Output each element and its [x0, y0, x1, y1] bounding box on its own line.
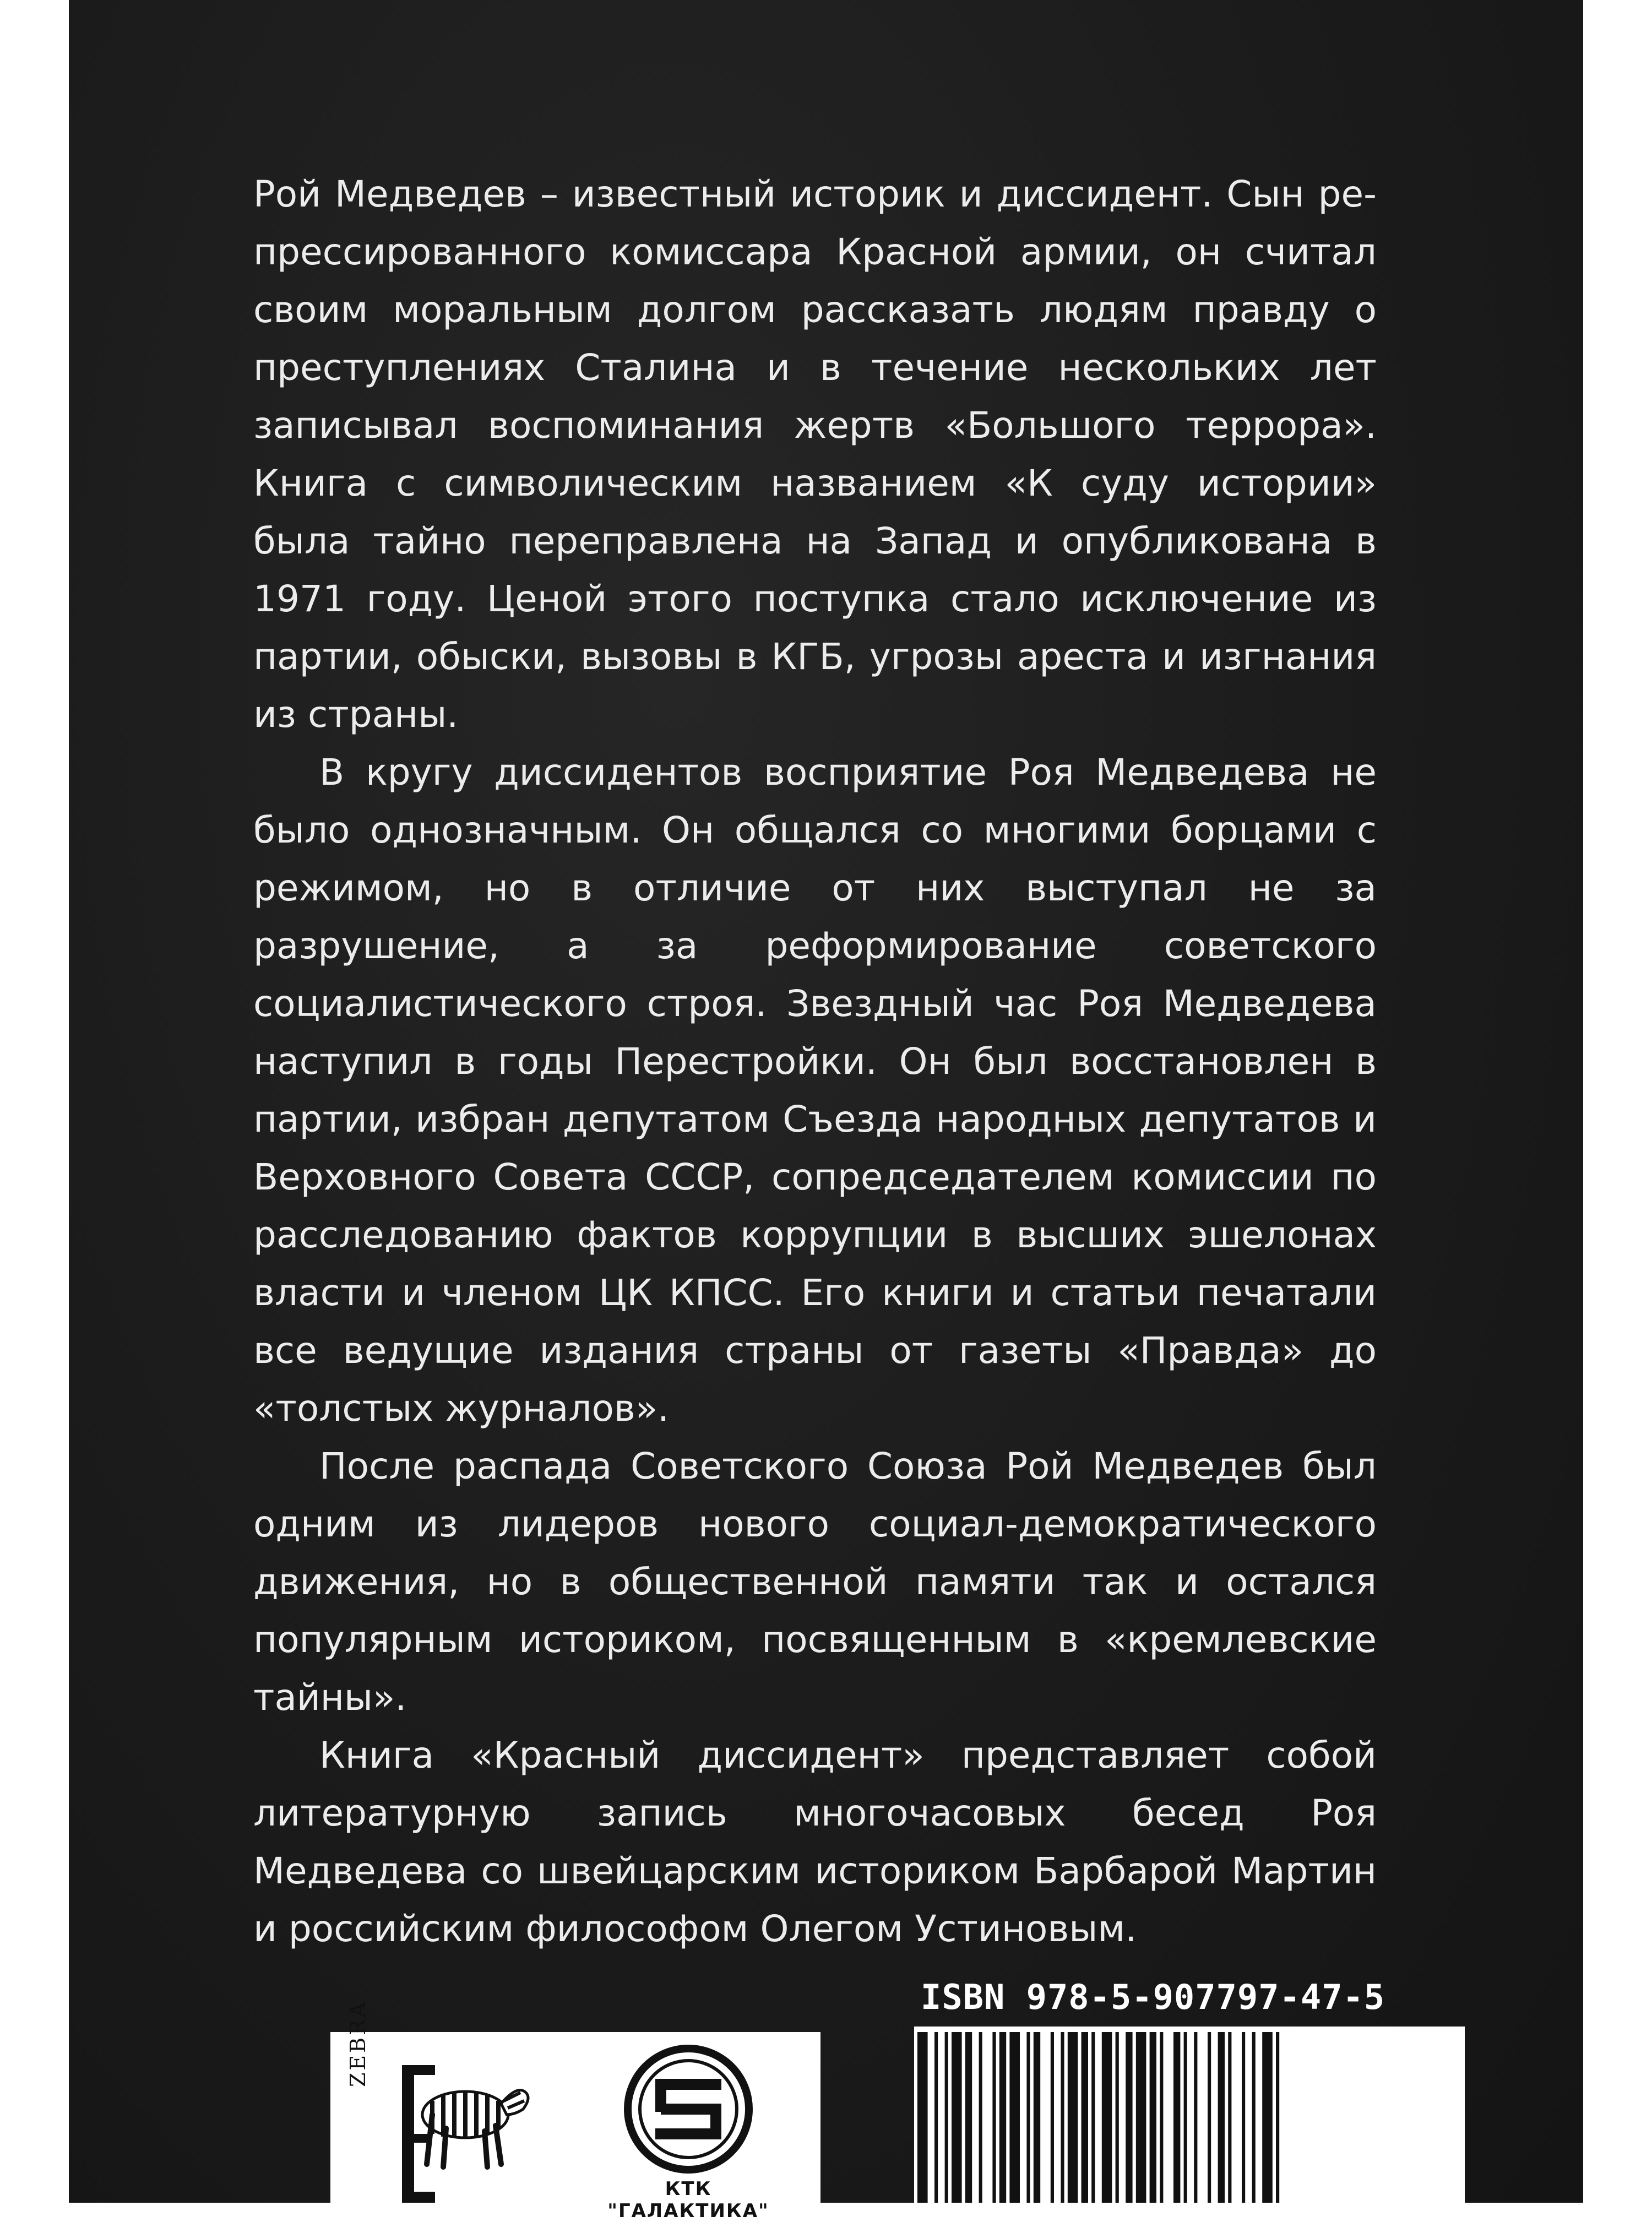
barcode-bar [952, 2032, 962, 2203]
barcode-bar [945, 2032, 948, 2203]
publisher-logos-art [330, 2032, 820, 2203]
barcode-bar [1136, 2032, 1146, 2203]
barcode-bar [999, 2032, 1006, 2203]
blurb-paragraph-2: В кругу диссидентов восприятие Роя Медведева не было однозначным. Он общался со многими борцами с режимом, но в отличие от них выступал не за разрушение, а за реформирование советского социалистического строя. Звездный час Роя Медведева наступил в годы Перестройки. Он был восстановлен в партии, избран депутатом Съезда народных депутатов и Верховного Совета СССР, сопредседателем комиссии по расследованию фактов коррупции в высших эшелонах власти и членом ЦК КПСС. Его книги и статьи печатали все ведущие издания страны от газеты «Правда» до «толстых журналов». [253, 751, 1377, 1430]
barcode-bar [1276, 2032, 1279, 2203]
barcode-bar [1116, 2032, 1119, 2203]
zebra-logo-icon [402, 2065, 528, 2203]
barcode-bars [914, 2027, 1465, 2203]
barcode-bar [1126, 2032, 1132, 2203]
barcode-bar [1194, 2032, 1197, 2203]
barcode-bar [934, 2032, 938, 2203]
galaktika-logo-icon [628, 2049, 749, 2170]
barcode-bar [965, 2032, 972, 2203]
barcode-bar [1102, 2032, 1112, 2203]
barcode-bar [1228, 2032, 1231, 2203]
zebra-wordmark: ZEBRA [346, 2000, 370, 2087]
barcode-bar [1026, 2032, 1030, 2203]
blurb-paragraph-4: Книга «Красный диссидент» представляет собой литературную запись многочасовых бесед Роя Медведева со швейцарским историком Барбарой Мартин и российским философом Олегом Устиновым. [253, 1734, 1377, 1950]
barcode-bar [1009, 2032, 1020, 2203]
barcode-bar [1150, 2032, 1156, 2203]
barcode-bar [1160, 2032, 1163, 2203]
barcode-bar [1068, 2032, 1078, 2203]
publisher-logos-panel [330, 2000, 820, 2222]
barcode-bar [1208, 2032, 1211, 2203]
barcode-bar [1252, 2032, 1256, 2203]
barcode-bar [1051, 2032, 1054, 2203]
barcode-bar [1082, 2032, 1088, 2203]
barcode-bar [1091, 2032, 1095, 2203]
barcode-bar [1034, 2032, 1040, 2203]
barcode-bar [1242, 2032, 1245, 2203]
isbn-number: ISBN 978-5-907797-47-5 [921, 1977, 1385, 2017]
blurb-paragraph-3: После распада Советского Союза Рой Медведев был одним из лидеров нового социал-демократического движения, но в общественной памяти так и остался популярным историком, посвященным в «кремлевские тайны». [253, 1445, 1377, 1719]
barcode-bar [1262, 2032, 1273, 2203]
barcode-bar [1218, 2032, 1225, 2203]
cover-blurb [253, 165, 1377, 1958]
barcode-bar [1061, 2032, 1064, 2203]
galaktika-wordmark: КТК "ГАЛАКТИКА" [607, 2178, 769, 2222]
barcode [914, 2027, 1465, 2203]
barcode-bar [1173, 2032, 1180, 2203]
barcode-bar [979, 2032, 982, 2203]
barcode-bar [917, 2032, 928, 2203]
barcode-bar [1184, 2032, 1187, 2203]
blurb-paragraph-1: Рой Медведев – известный историк и диссидент. Сын репрессированного комиссара Красной армии, он считал своим моральным долгом рассказать людям правду о преступлениях Сталина и в течение нескольких лет записывал воспоминания жертв «Большого террора». Книга с символическим названием «К суду истории» была тайно переправлена на Запад и опубликована в 1971 году. Ценой этого поступка стало исключение из партии, обыски, вызовы в КГБ, угрозы ареста и изгнания из страны. [253, 173, 1377, 736]
barcode-bar [992, 2032, 996, 2203]
